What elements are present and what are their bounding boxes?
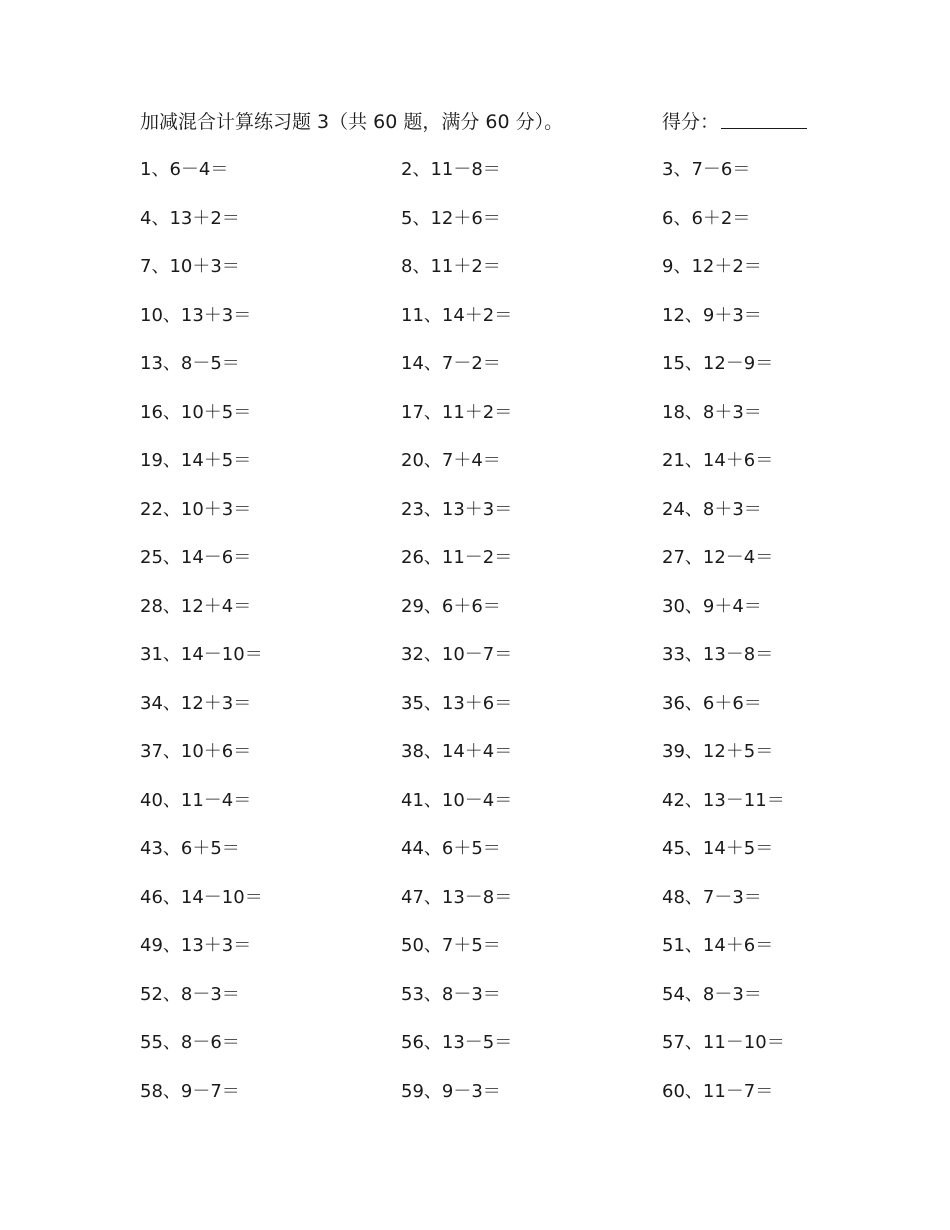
problem-item: 14、7－2＝ — [401, 353, 501, 374]
problem-item: 60、11－7＝ — [662, 1080, 774, 1102]
worksheet-header — [140, 108, 820, 136]
problem-item: 58、9－7＝ — [140, 1080, 240, 1102]
problem-item: 50、7＋5＝ — [401, 935, 501, 956]
problem-item: 39、12＋5＝ — [662, 741, 774, 762]
problem-item: 40、11－4＝ — [140, 789, 252, 811]
problem-item: 21、14＋6＝ — [662, 450, 774, 471]
problem-item: 34、12＋3＝ — [140, 692, 252, 714]
problem-item: 17、11＋2＝ — [401, 401, 513, 423]
problem-item: 48、7－3＝ — [662, 886, 762, 908]
problem-item: 20、7＋4＝ — [401, 450, 501, 471]
worksheet-title: 加减混合计算练习题 3（共 60 题，满分 60 分）。 — [140, 111, 564, 133]
problem-item: 6、6＋2＝ — [662, 207, 751, 229]
problem-item: 43、6＋5＝ — [140, 838, 240, 859]
problem-item: 38、14＋4＝ — [401, 741, 513, 762]
problem-item: 12、9＋3＝ — [662, 304, 762, 326]
problem-item: 5、12＋6＝ — [401, 207, 501, 229]
problem-item: 18、8＋3＝ — [662, 401, 762, 423]
problem-item: 41、10－4＝ — [401, 789, 513, 811]
problem-item: 44、6＋5＝ — [401, 838, 501, 859]
problem-item: 36、6＋6＝ — [662, 692, 762, 714]
problem-item: 4、13＋2＝ — [140, 207, 240, 229]
score-label: 得分： — [662, 111, 720, 133]
problem-item: 46、14－10＝ — [140, 886, 263, 908]
problem-item: 28、12＋4＝ — [140, 595, 252, 617]
problem-item: 1、6－4＝ — [140, 159, 229, 180]
problem-item: 8、11＋2＝ — [401, 256, 501, 277]
problem-item: 56、13－5＝ — [401, 1032, 513, 1053]
problem-item: 49、13＋3＝ — [140, 935, 252, 956]
problem-item: 9、12＋2＝ — [662, 256, 762, 277]
problem-item: 25、14－6＝ — [140, 547, 252, 568]
problem-item: 33、13－8＝ — [662, 644, 774, 665]
problem-item: 19、14＋5＝ — [140, 450, 252, 471]
problem-item: 37、10＋6＝ — [140, 741, 252, 762]
problem-item: 7、10＋3＝ — [140, 256, 240, 277]
problem-item: 15、12－9＝ — [662, 353, 774, 374]
score-field — [662, 108, 807, 136]
problem-item: 53、8－3＝ — [401, 983, 501, 1005]
problem-item: 57、11－10＝ — [662, 1032, 785, 1053]
problem-item: 45、14＋5＝ — [662, 838, 774, 859]
problem-item: 52、8－3＝ — [140, 983, 240, 1005]
problem-item: 2、11－8＝ — [401, 159, 501, 180]
problem-item: 3、7－6＝ — [662, 159, 751, 180]
problem-item: 23、13＋3＝ — [401, 498, 513, 520]
problem-item: 30、9＋4＝ — [662, 595, 762, 617]
problem-item: 51、14＋6＝ — [662, 935, 774, 956]
problem-item: 35、13＋6＝ — [401, 692, 513, 714]
problem-item: 31、14－10＝ — [140, 644, 263, 665]
score-blank-line — [721, 108, 807, 129]
problem-item: 54、8－3＝ — [662, 983, 762, 1005]
problem-item: 55、8－6＝ — [140, 1032, 240, 1053]
problem-item: 11、14＋2＝ — [401, 304, 513, 326]
problem-item: 47、13－8＝ — [401, 886, 513, 908]
problem-item: 13、8－5＝ — [140, 353, 240, 374]
problem-item: 32、10－7＝ — [401, 644, 513, 665]
problem-item: 27、12－4＝ — [662, 547, 774, 568]
problem-item: 29、6＋6＝ — [401, 595, 501, 617]
problem-item: 16、10＋5＝ — [140, 401, 252, 423]
problem-item: 22、10＋3＝ — [140, 498, 252, 520]
problem-item: 24、8＋3＝ — [662, 498, 762, 520]
problem-item: 59、9－3＝ — [401, 1080, 501, 1102]
problem-item: 42、13－11＝ — [662, 789, 785, 811]
problem-grid — [140, 156, 820, 1126]
problem-item: 26、11－2＝ — [401, 547, 513, 568]
problem-item: 10、13＋3＝ — [140, 304, 252, 326]
